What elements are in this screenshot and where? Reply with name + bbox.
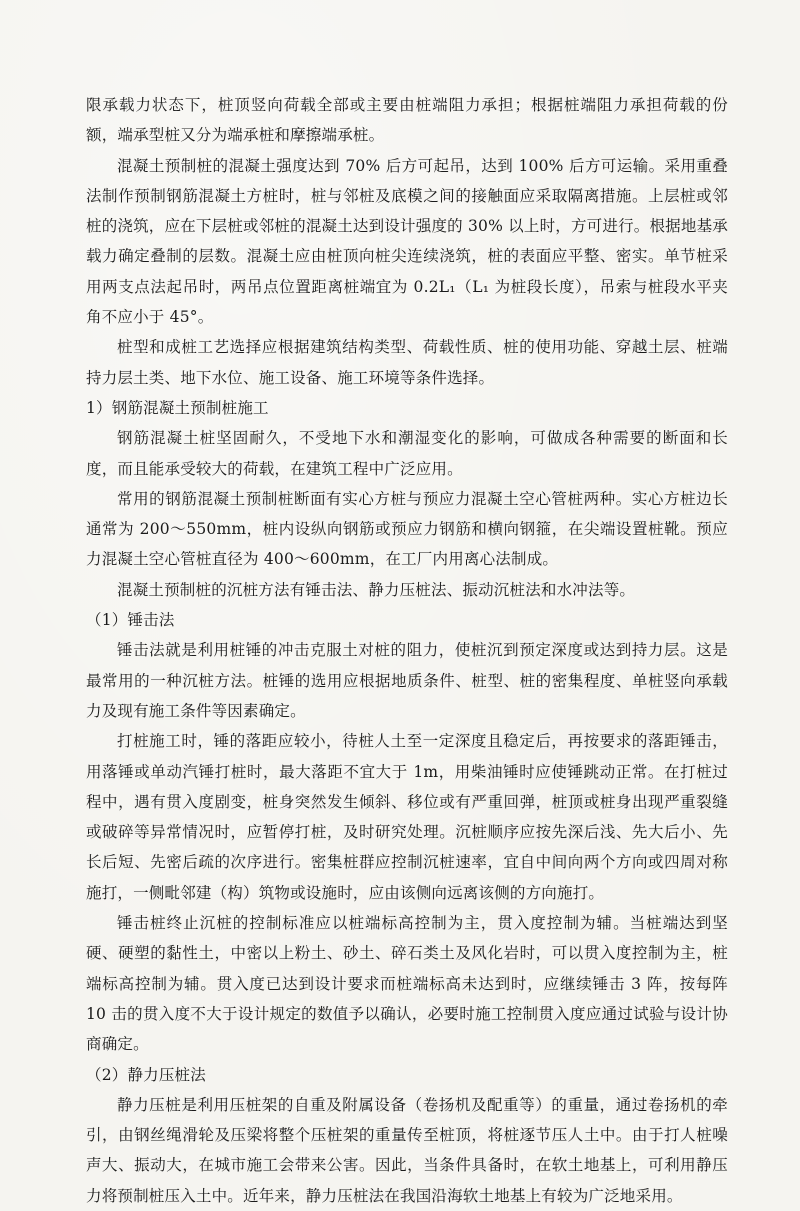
section-heading-precast-pile: 1）钢筋混凝土预制桩施工 (86, 398, 269, 417)
paragraph-hammer-procedure: 打桩施工时，锤的落距应较小，待桩人土至一定深度且稳定后，再按要求的落距锤击，用落锤或单动汽锤打桩时，最大落距不宜大于 1m，用柴油锤时应使锤跳动正常。在打桩过程中，遇有贯入度剧变，桩身突然发生倾斜、移位或有严重回弹，桩顶或桩身出现严重裂缝或破碎等异常情况时，应暂停打桩，及时研究处理。沉桩顺序应按先深后浅、先大后小、先长后短、先密后疏的次序进行。密集桩群应控制沉桩速率，宜自中间向两个方向或四周对称施打，一侧毗邻建（构）筑物或设施时，应由该侧向远离该侧的方向施打。 (86, 732, 728, 902)
paragraph-hammer-intro: 锤击法就是利用桩锤的冲击克服土对桩的阻力，使桩沉到预定深度或达到持力层。这是最常用的一种沉桩方法。桩锤的选用应根据地质条件、桩型、桩的密集程度、单桩竖向承载力及现有施工条件等因素确定。 (86, 641, 728, 720)
document-body (86, 90, 728, 1211)
paragraph-rc-pile-durability: 钢筋混凝土桩坚固耐久，不受地下水和潮湿变化的影响，可做成各种需要的断面和长度，而且能承受较大的荷载，在建筑工程中广泛应用。 (86, 429, 728, 478)
paragraph-pile-selection: 桩型和成桩工艺选择应根据建筑结构类型、荷载性质、桩的使用功能、穿越土层、桩端持力层土类、地下水位、施工设备、施工环境等条件选择。 (86, 338, 728, 387)
paragraph-precast-strength: 混凝土预制桩的混凝土强度达到 70% 后方可起吊，达到 100% 后方可运输。采用重叠法制作预制钢筋混凝土方桩时，桩与邻桩及底模之间的接触面应采取隔离措施。上层桩或邻桩的浇筑，应在下层桩或邻桩的混凝土达到设计强度的 30% 以上时，方可进行。根据地基承载力确定叠制的层数。混凝土应由桩顶向桩尖连续浇筑，桩的表面应平整、密实。单节桩采用两支点法起吊时，两吊点位置距离桩端宜为 0.2L₁（L₁ 为桩段长度），吊索与桩段水平夹角不应小于 45°。 (86, 156, 728, 327)
section-heading-static-pressing: （2）静力压桩法 (86, 1065, 206, 1084)
section-heading-hammer-method: （1）锤击法 (86, 611, 175, 630)
paragraph-sinking-methods: 混凝土预制桩的沉桩方法有锤击法、静力压桩法、振动沉桩法和水冲法等。 (117, 580, 636, 599)
paragraph-hammer-termination: 锤击桩终止沉桩的控制标准应以桩端标高控制为主，贯入度控制为辅。当桩端达到坚硬、硬塑的黏性土，中密以上粉土、砂土、碎石类土及风化岩时，可以贯入度控制为主，桩端标高控制为辅。贯入度已达到设计要求而桩端标高未达到时，应继续锤击 3 阵，按每阵 10 击的贯入度不大于设计规定的数值予以确认，必要时施工控制贯入度应通过试验与设计协商确定。 (86, 914, 728, 1054)
paragraph-continuation: 限承载力状态下，桩顶竖向荷载全部或主要由桩端阻力承担；根据桩端阻力承担荷载的份额，端承型桩又分为端承桩和摩擦端承桩。 (86, 96, 728, 145)
paragraph-static-pressing: 静力压桩是利用压桩架的自重及附属设备（卷扬机及配重等）的重量，通过卷扬机的牵引，由钢丝绳滑轮及压梁将整个压桩架的重量传至桩顶，将桩逐节压人土中。由于打人桩噪声大、振动大，在城市施工会带来公害。因此，当条件具备时，在软土地基上，可利用静压力将预制桩压入土中。近年来，静力压桩法在我国沿海软土地基上有较为广泛地采用。 (86, 1095, 728, 1205)
paragraph-pile-sections: 常用的钢筋混凝土预制桩断面有实心方桩与预应力混凝土空心管桩两种。实心方桩边长通常为 200～550mm，桩内设纵向钢筋或预应力钢筋和横向钢箍，在尖端设置桩靴。预应力混凝土空心管桩直径为 400～600mm，在工厂内用离心法制成。 (86, 489, 728, 569)
